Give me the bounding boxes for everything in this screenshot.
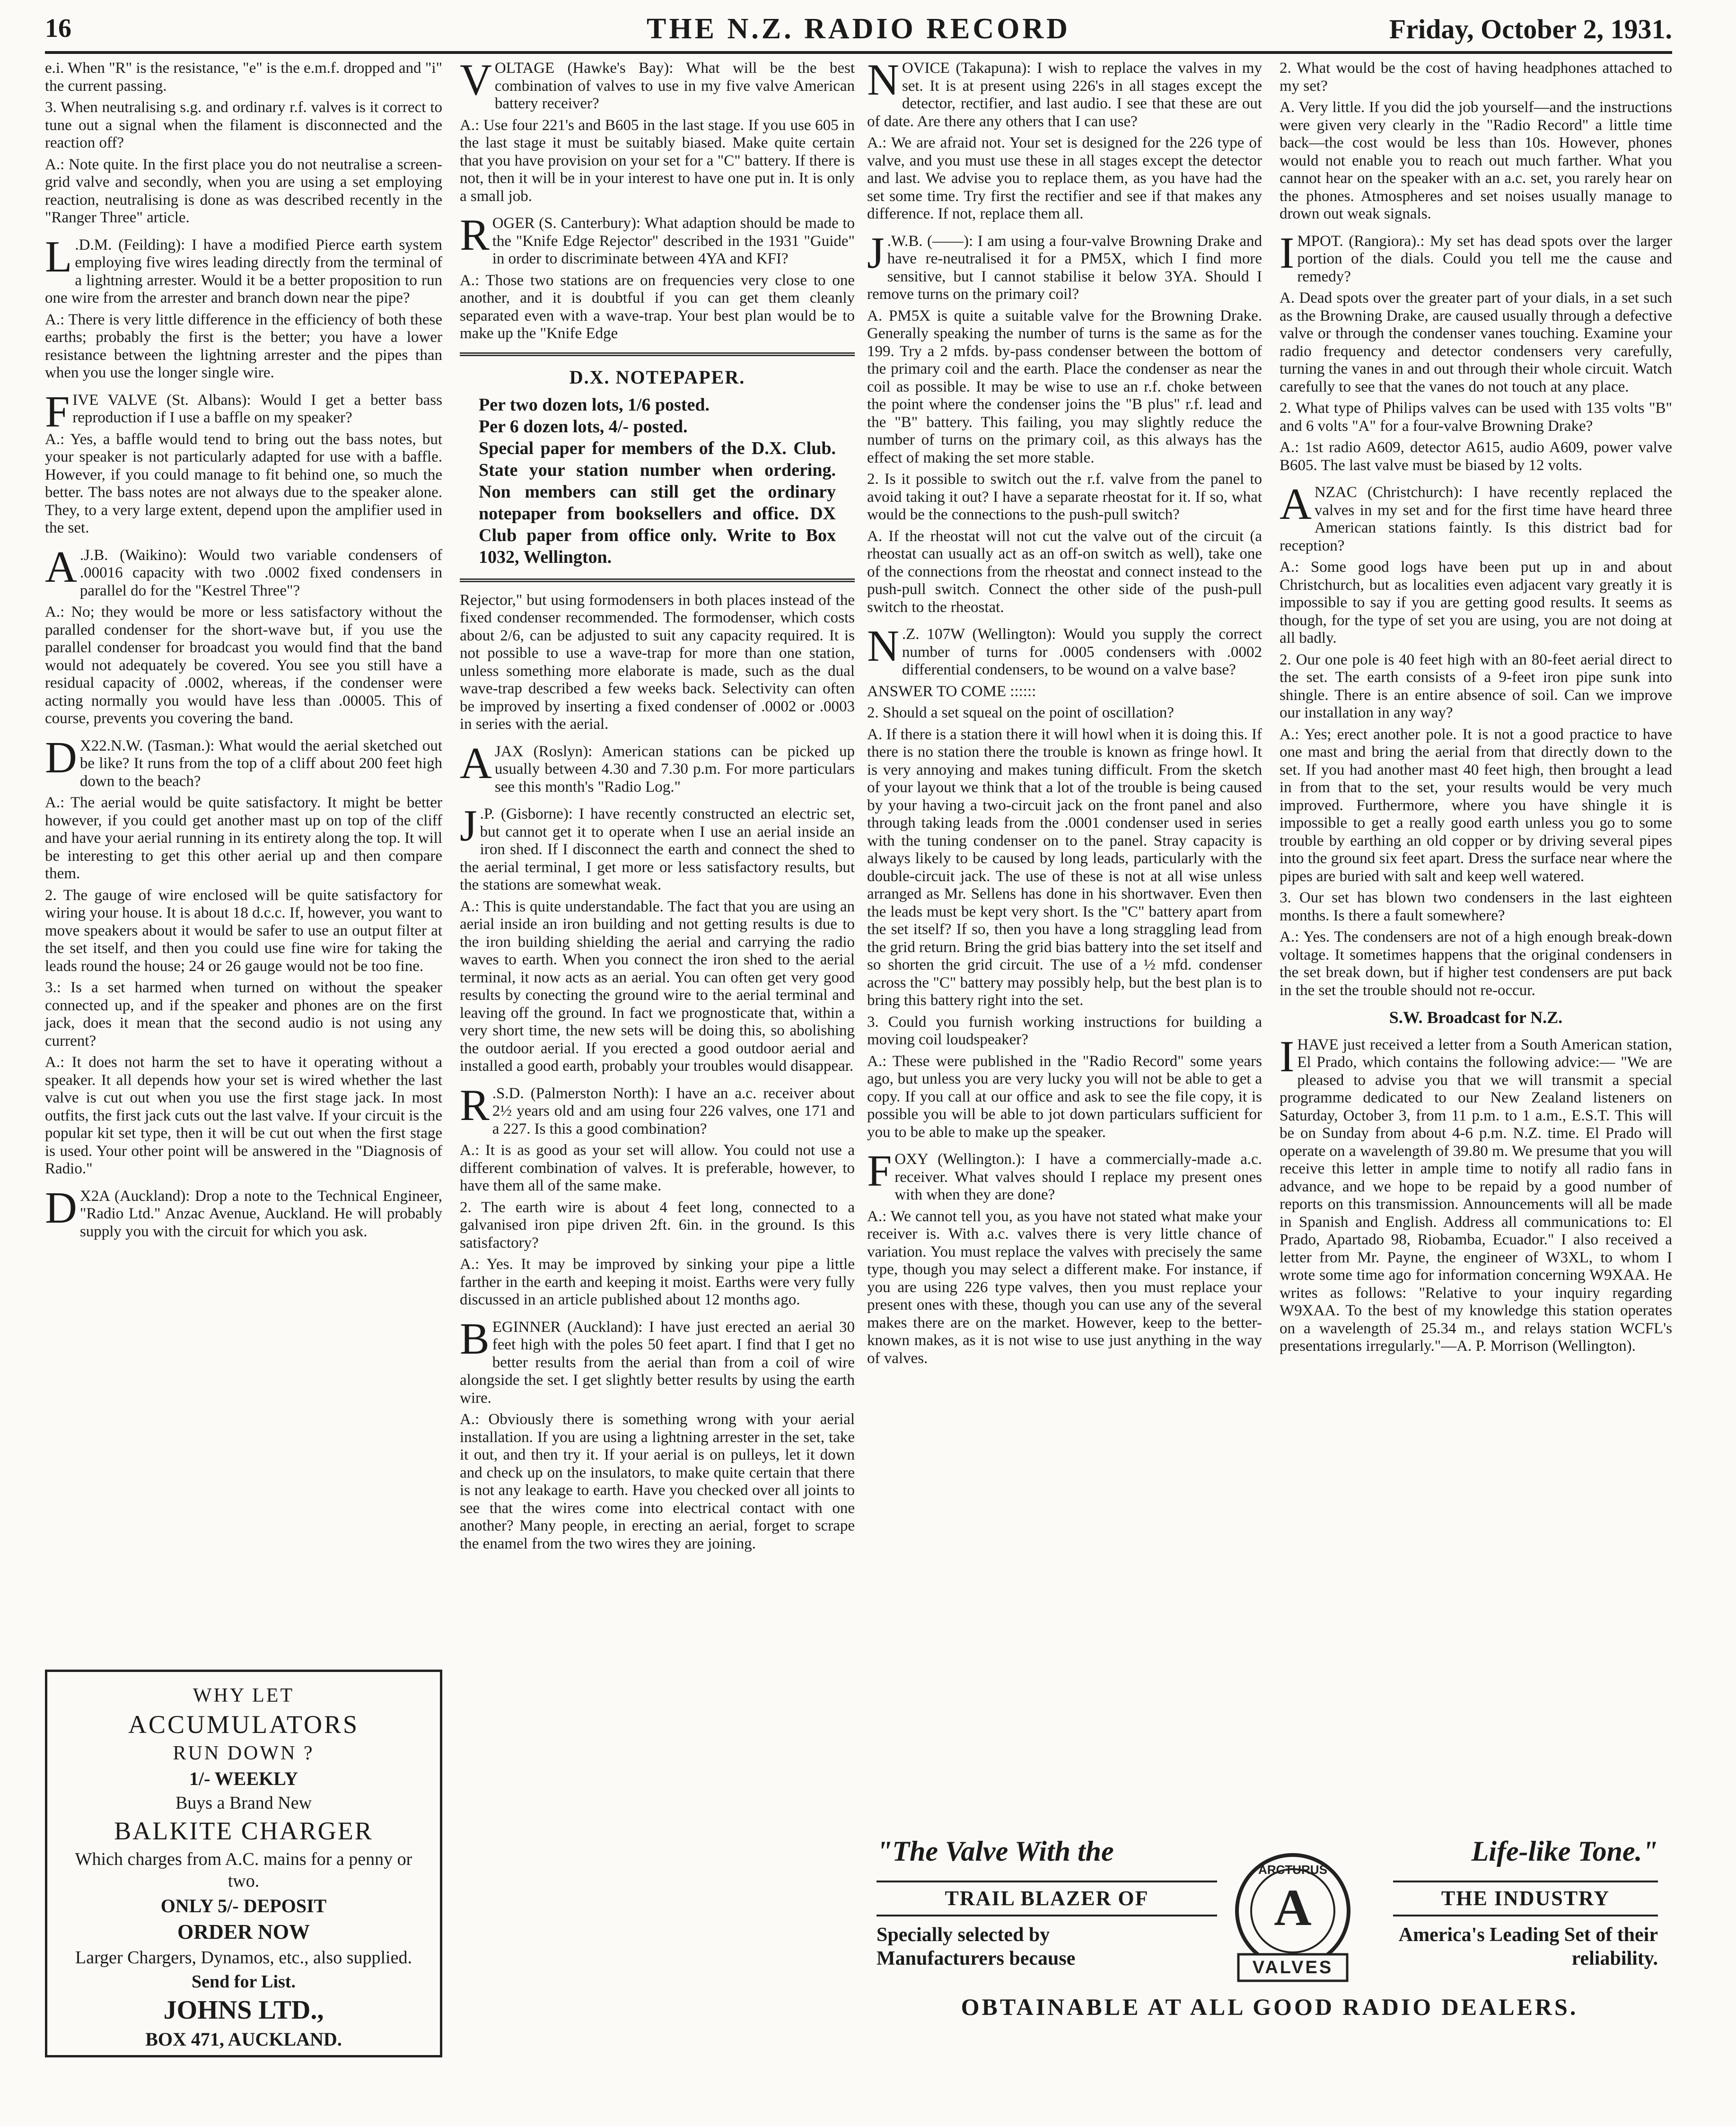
- ad-tagline: "The Valve With the: [877, 1836, 1114, 1867]
- ad-text: Larger Chargers, Dynamos, etc., also supplied.: [75, 1948, 412, 1968]
- drop-cap: B: [460, 1314, 490, 1364]
- ad-text: Which charges from A.C. mains for a penny or two.: [75, 1849, 412, 1891]
- answer: A.: Yes; erect another pole. It is not a good practice to have one mast and bring the aerial from that directly down to the set. If you had another mast 40 feet high, then brought a lead in from that to the set, your results would be very much improved. Furthermore, where you have shingle it is impossible to get a really good earth unless you go to some trouble by earthing an old copper or by driving several pipes into the ground six feet apart. Dress the surface near where the pipes are buried with salt and keep well watered.: [1280, 726, 1672, 885]
- question: IMPOT. (Rangiora).: My set has dead spots over the larger portion of the dials. Could you tell me the cause and remedy?: [1280, 228, 1672, 285]
- article-body: IHAVE just received a letter from a South American station, El Prado, which contains the following advice:— "We are pleased to advise you that we will transmit a special programme dedicated to our New Zealand listeners on Saturday, October 3, from 11 p.m. to 1 a.m., E.S.T. This will be on Sunday from about 4-6 p.m. N.Z. time. El Prado will operate on a wavelength of 39.80 m. We presume that you will receive this letter in ample time to notify all radio fans in advance, and we hope to be repaid by a good number of reports on this transmission. Announcements will all be made in Spanish and English. Address all communications to: El Prado, Apartado 98, Riobamba, Ecuador." I also received a letter from Mr. Payne, the engineer of W3XL, to whom I wrote some time ago for information concerning W9XAA. He writes as follows: "Relative to your inquiry regarding W9XAA. To the best of my knowledge this station operates on a wavelength of 25.34 m., and relays station WCFL's presentations irregularly."—A. P. Morrison (Wellington).: [1280, 1032, 1672, 1355]
- paragraph: 2. What would be the cost of having headphones attached to my set?: [1280, 60, 1672, 95]
- arcturus-logo: [1219, 1849, 1366, 1991]
- arcturus-advertisement: [867, 1835, 1672, 2053]
- drop-cap: A: [45, 542, 77, 592]
- header-rule: [45, 51, 1672, 54]
- logo-valves: VALVES: [1252, 1958, 1333, 1977]
- ad-banner: TRAIL BLAZER OF: [877, 1881, 1217, 1916]
- logo-letter: A: [1274, 1879, 1312, 1936]
- answer: A.: It does not harm the set to have it operating without a speaker. It all depends how your set is wired whether the last valve is cut out when you use the first stage jack. In most outfits, the first jack cuts out the last valve. If your circuit is the popular kit set type, then it will be cut out when the first stage is used. Your other point will be answered in the "Diagnosis of Radio.": [45, 1054, 442, 1177]
- drop-cap: I: [1280, 228, 1295, 278]
- answer: A.: 1st radio A609, detector A615, audio A609, power valve B605. The last valve must be biased by 12 volts.: [1280, 439, 1672, 474]
- answer: A.: Yes. The condensers are not of a high enough break-down voltage. It sometimes happens that the original condensers in the set break down, but if higher test condensers are put back in the set the trouble should not re-occur.: [1280, 928, 1672, 999]
- answer: A.: No; they would be more or less satisfactory without the paralled condenser for the short-wave but, if you use the parallel condenser for broadcast you would find that the band would not adequately be covered. You see you still have a residual capacity of .0002, whereas, if the condenser were acting normally you would have less than .00005. This of course, prevents you covering the band.: [45, 604, 442, 727]
- notice-line: Per 6 dozen lots, 4/- posted.: [479, 416, 688, 437]
- drop-cap: D: [45, 1183, 77, 1233]
- ad-product: BALKITE CHARGER: [114, 1817, 373, 1845]
- column-3: [867, 55, 1262, 1371]
- ad-price: ONLY 5/- DEPOSIT: [160, 1895, 327, 1916]
- column-2: [460, 55, 855, 1557]
- question: AJAX (Roslyn): American stations can be picked up usually between 4.30 and 7.30 p.m. For more particulars see this month's "Radio Log.": [460, 738, 855, 796]
- question: VOLTAGE (Hawke's Bay): What will be the best combination of valves to use in my five valve American battery receiver?: [460, 55, 855, 112]
- answer: 3. Our set has blown two condensers in the last eighteen months. Is there a fault somewhere?: [1280, 889, 1672, 924]
- question: N .Z. 107W (Wellington): Would you supply the correct number of turns for .0005 condensers with .0002 differential condensers, to be wound on a valve base?: [867, 621, 1262, 678]
- accumulators-advertisement: [45, 1670, 442, 2057]
- drop-cap: A: [460, 738, 492, 788]
- question: NOVICE (Takapuna): I wish to replace the valves in my set. It is at present using 226's in all stages except the detector, rectifier, and last audio. I see that these are out of date. Are there any others that I can use?: [867, 55, 1262, 130]
- question: ROGER (S. Canterbury): What adaption should be made to the "Knife Edge Rejector" described in the 1931 "Guide" in order to discriminate between 4YA and KFI?: [460, 210, 855, 267]
- question: D X2A (Auckland): Drop a note to the Technical Engineer, "Radio Ltd." Anzac Avenue, Auckland. He will probably supply you with the circuit for which you ask.: [45, 1183, 442, 1240]
- paragraph: A.: Note quite. In the first place you do not neutralise a screen-grid valve and secondly, when you are using a set employing reaction, neutralising is done as was described recently in the "Ranger Three" article.: [45, 156, 442, 226]
- column-4: [1280, 60, 1672, 1359]
- paragraph: e.i. When "R" is the resistance, "e" is the e.m.f. dropped and "i" the current passing.: [45, 60, 442, 95]
- ad-address: BOX 471, AUCKLAND.: [145, 2029, 342, 2050]
- newspaper-title: THE N.Z. RADIO RECORD: [647, 13, 1070, 45]
- answer: A. If there is a station there it will howl when it is doing this. If there is no station there the trouble is known as fringe howl. It is very annoying and makes tuning difficult. From the sketch of your layout we think that a lot of the trouble is being caused by your having a two-circuit jack on the front panel and also through taking leads from the .0001 condenser used in series with the tuning condenser on to the panel. Stray capacity is always likely to be caused by long leads, particularly with the double-circuit jack. The use of these is not at all wise unless arranged as Mr. Sellens has done in his shortwaver. Even then the leads must be kept very short. Is the "C" battery apart from the set itself? If so, then you have a long straggling lead from the grid return. Bring the grid bias battery into the set itself and so shorten the grid circuit. The use of a ½ mfd. condenser across the "C" battery may possibly help, but the best plan is to bring this battery right into the set.: [867, 726, 1262, 1009]
- drop-cap: J: [460, 801, 477, 850]
- answer: A.: There is very little difference in the efficiency of both these earths; probably the first is the better; you have a lower resistance between the lightning arrester and the pipes than when you use the longer single wire.: [45, 311, 442, 381]
- answer: A.: We are afraid not. Your set is designed for the 226 type of valve, and you must use these in all stages except the detector and last. We advise you to replace them, as you have had the set some time. Try first the rectifier and see if that makes any difference. If not, replace them all.: [867, 134, 1262, 222]
- answer: A.: These were published in the "Radio Record" some years ago, but unless you are very lucky you will not be able to get a copy. If you call at our office and ask to see the file copy, it is possible you will be able to jot down particulars sufficient for you to be able to make up the speaker.: [867, 1052, 1262, 1141]
- answer: A.: Those two stations are on frequencies very close to one another, and it is doubtful if you can get them cleanly separated even with a wave-trap. Your best plan would be to make up the "Knife Edge: [460, 271, 855, 342]
- drop-cap: N: [867, 621, 899, 671]
- answer: A. Very little. If you did the job yourself—and the instructions were given very clearly in the "Radio Record" a little time back—the cost would be less than 10s. However, phones would not enable you to reach out much farther. What you cannot hear on the speaker with an a.c. set, you rarely hear on the phones. Atmospheres and set noises usually manage to drown out weak signals.: [1280, 99, 1672, 222]
- drop-cap: I: [1280, 1032, 1295, 1081]
- answer: 3. Could you furnish working instructions for building a moving coil loudspeaker?: [867, 1013, 1262, 1048]
- drop-cap: L: [45, 232, 72, 281]
- drop-cap: V: [460, 55, 492, 105]
- answer: A. PM5X is quite a suitable valve for the Browning Drake. Generally speaking the number of turns is the same as for the 199. Try a 2 mfds. by-pass condenser between the bottom of the primary coil and the earth. Place the condenser as near the coil as possible. It may be wise to use an r.f. choke between the point where the condenser joins the "B plus" r.f. lead and the "B" battery. This failing, you may slightly reduce the number of turns on the primary coil, as this always has the effect of making the set more stable.: [867, 307, 1262, 466]
- drop-cap: J: [867, 228, 885, 278]
- answer: 2. The gauge of wire enclosed will be quite satisfactory for wiring your house. It is about 18 d.c.c. If, however, you want to move speakers about it would be safer to use an output filter at the set itself, and then you could use fine wire for taking the leads round the house; 24 or 26 gauge would not be too fine.: [45, 886, 443, 975]
- drop-cap: D: [45, 733, 77, 782]
- drop-cap: R: [460, 210, 490, 260]
- question: FOXY (Wellington.): I have a commercially-made a.c. receiver. What valves should I replace my present ones with when they are done?: [867, 1146, 1262, 1203]
- paragraph: 3. When neutralising s.g. and ordinary r.f. valves is it correct to tune out a signal when the filament is disconnected and the reaction off?: [45, 99, 442, 151]
- logo-brand: ARCTURUS: [1258, 1863, 1327, 1877]
- page-number: 16: [45, 14, 71, 43]
- drop-cap: F: [867, 1146, 892, 1196]
- answer: A.: This is quite understandable. The fact that you are using an aerial inside an iron building and not getting results is due to the iron building shielding the aerial and carrying the radio waves to earth. When you connect the iron shed to the aerial terminal, it now acts as an aerial. You can often get very good results by conecting the ground wire to the aerial terminal and leaving off the ground. In fact we prognosticate that, within a very short time, the new sets will be doing this, so abolishing the outdoor aerial. If you erected a good outdoor aerial and installed a good earth, probably your troubles would disappear.: [460, 898, 855, 1075]
- answer: Rejector," but using formodensers in both places instead of the fixed condenser recommended. The formodenser, which costs about 2/6, can be adjusted to suit any capacity required. It is not possible to use a wave-trap for more than one station, unless something more elaborate is made, such as the dual wave-trap described a few weeks back. Selectivity can often be improved by inserting a fixed condenser of .0002 or .0003 in series with the aerial.: [460, 591, 855, 733]
- drop-cap: N: [867, 55, 899, 105]
- answer: A.: It is as good as your set will allow. You could not use a different combination of valves. It is preferable, however, to have them all of the same make.: [460, 1142, 855, 1194]
- notice-title: D.X. NOTEPAPER.: [569, 366, 745, 388]
- answer: 2. What type of Philips valves can be used with 135 volts "B" and 6 volts "A" for a four-valve Browning Drake?: [1280, 400, 1672, 435]
- question: ANZAC (Christchurch): I have recently replaced the valves in my set and for the first time have heard three American stations faintly. Is this district bad for reception?: [1280, 480, 1672, 554]
- drop-cap: F: [45, 387, 70, 437]
- question: L .D.M. (Feilding): I have a modified Pierce earth system employing five wires leading directly from the terminal of a lightning arrester. Would it be a better proposition to run one wire from the arrester and branch down near the pipe?: [45, 232, 442, 306]
- ad-heading: WHY LET: [193, 1685, 295, 1706]
- masthead-bar: [45, 10, 1672, 48]
- answer: ANSWER TO COME ::::::: [867, 682, 1036, 700]
- question: R .S.D. (Palmerston North): I have an a.c. receiver about 2½ years old and am using four 226 valves, one 171 and a 227. Is this a good combination?: [460, 1080, 855, 1137]
- ad-text: America's Leading Set of their reliability.: [1398, 1924, 1658, 1969]
- ad-callout: ORDER NOW: [177, 1920, 310, 1943]
- answer: 2. Our one pole is 40 feet high with an 80-feet aerial direct to the set. The earth consists of a 9-feet iron pipe sunk into shingle. There is an entire absence of soil. Can we improve our installation in any way?: [1280, 651, 1672, 721]
- issue-date: Friday, October 2, 1931.: [1389, 14, 1672, 44]
- notice-line: Per two dozen lots, 1/6 posted.: [479, 394, 710, 415]
- ad-heading: ACCUMULATORS: [128, 1710, 359, 1739]
- question: D X22.N.W. (Tasman.): What would the aerial sketched out be like? It runs from the top of a cliff about 200 feet high down to the beach?: [45, 733, 442, 790]
- answer: A.: Use four 221's and B605 in the last stage. If you use 605 in the last stage it must be suitably biased. Make quite certain that you have provision on your set for a "C" battery. If there is not, then it will be in your interest to have one put in. It is only a small job.: [460, 116, 855, 205]
- answer: 2. Is it possible to switch out the r.f. valve from the panel to avoid taking it out? I have a separate rheostat for it. If so, what would be the connections to the push-pull switch?: [867, 471, 1262, 523]
- answer: A. Dead spots over the greater part of your dials, in a set such as the Browning Drake, are caused usually through a defective valve or through the condenser vanes touching. Examine your radio frequency and detector condensers very carefully, turning the vanes in and out through their whole circuit. Watch carefully to see that the vanes do not touch at any place.: [1280, 289, 1672, 395]
- answer: A.: The aerial would be quite satisfactory. It might be better however, if you could get another mast up on top of the cliff and have your aerial running in its entirety along the top. It will be interesting to get this other aerial up and then compare them.: [45, 794, 442, 882]
- ad-heading: RUN DOWN ?: [173, 1742, 315, 1764]
- ad-footer: OBTAINABLE AT ALL GOOD RADIO DEALERS.: [961, 1994, 1578, 2020]
- ad-banner: THE INDUSTRY: [1393, 1881, 1658, 1916]
- drop-cap: A: [1280, 480, 1312, 529]
- question: A .J.B. (Waikino): Would two variable condensers of .00016 capacity with two .0002 fixed condensers in parallel do for the "Kestrel Three"?: [45, 542, 442, 599]
- answer: A.: Yes, a baffle would tend to bring out the bass notes, but your speaker is not particularly adapted for use with a baffle. However, if you could manage to fit behind one, so much the better. The bass notes are not always due to the speaker alone. They, to a very large extent, depend upon the amplifier used in the set.: [45, 430, 442, 536]
- ad-tagline: Life-like Tone.": [1471, 1836, 1658, 1867]
- answer: A.: Some good logs have been put up in and about Christchurch, but as localities even adjacent vary greatly it is impossible to say if you are getting good results. It seems as though, for the type of set you are using, you are not doing at all badly.: [1280, 559, 1672, 647]
- notepaper-notice: [460, 352, 855, 582]
- answer: A.: Yes. It may be improved by sinking your pipe a little farther in the earth and keeping it moist. Earths were very fully discussed in an article published about 12 months ago.: [460, 1256, 855, 1308]
- answer: 2. Should a set squeal on the point of oscillation?: [867, 704, 1174, 721]
- column-1: [45, 60, 442, 1244]
- ad-text: Specially selected by Manufacturers because: [877, 1924, 1076, 1969]
- answer: A. If the rheostat will not cut the valve out of the circuit (a rheostat can usually act as an off-on switch as well), take one of the connections from the rheostat and connect instead to the push-pull switch. Connect the other side of the push-pull switch to the rheostat.: [867, 527, 1262, 616]
- question: BEGINNER (Auckland): I have just erected an aerial 30 feet high with the poles 50 feet apart. I find that I get no better results from the aerial than from a coil of wire alongside the set. I get slightly better results by using the earth wire.: [460, 1314, 855, 1407]
- question: J .W.B. (——): I am using a four-valve Browning Drake and have re-neutralised it for a PM5X, which I find more sensitive, but I cannot stabilise it below 3YA. Should I remove turns on the primary coil?: [867, 228, 1262, 303]
- question: FIVE VALVE (St. Albans): Would I get a better bass reproduction if I use a baffle on my speaker?: [45, 387, 442, 437]
- question: J .P. (Gisborne): I have recently constructed an electric set, but cannot get it to operate when I use an aerial inside an iron shed. If I disconnect the earth and connect the shed to the aerial terminal, I get more or less satisfactory results, but the stations are somewhat weak.: [460, 801, 855, 893]
- ad-text: Buys a Brand New: [175, 1793, 312, 1813]
- drop-cap: R: [460, 1080, 490, 1130]
- ad-price: 1/- WEEKLY: [189, 1768, 298, 1789]
- ad-text: Send for List.: [192, 1972, 296, 1992]
- notice-body: Special paper for members of the D.X. Club. State your station number when ordering. Non members can still get the ordinary notepaper from booksellers and office. DX Club paper from office only. Write to Box 1032, Wellington.: [479, 438, 836, 567]
- ad-company: JOHNS LTD.,: [163, 1995, 324, 2025]
- answer: 2. The earth wire is about 4 feet long, connected to a galvanised iron pipe driven 2ft. 6in. in the ground. Is this satisfactory?: [460, 1199, 855, 1251]
- article-headline: S.W. Broadcast for N.Z.: [1389, 1008, 1563, 1027]
- answer: 3.: Is a set harmed when turned on without the speaker connected up, and if the speaker and phones are on the first jack, does it mean that the second audio is not using any current?: [45, 979, 442, 1050]
- answer: A.: Obviously there is something wrong with your aerial installation. If you are using a lightning arrester in the set, take it out, and then try it. If your aerial is on pulleys, let it down and check up on the insulators, to make quite certain that there is not any leakage to earth. Have you checked over all joints to see that the wires come into electrical contact with one another? Many people, in erecting an aerial, forget to scrape the enamel from the two wires they are joining.: [460, 1411, 855, 1552]
- answer: A.: We cannot tell you, as you have not stated what make your receiver is. With a.c. valves there is very little chance of variation. You must replace the valves with precisely the same type, though you may select a different make. For instance, if you are using 226 type valves, then you must replace your present ones with these, though you can use any of the several makes there are on the market. However, keep to the better-known makes, as it is not wise to use just anything in the way of valves.: [867, 1207, 1262, 1367]
